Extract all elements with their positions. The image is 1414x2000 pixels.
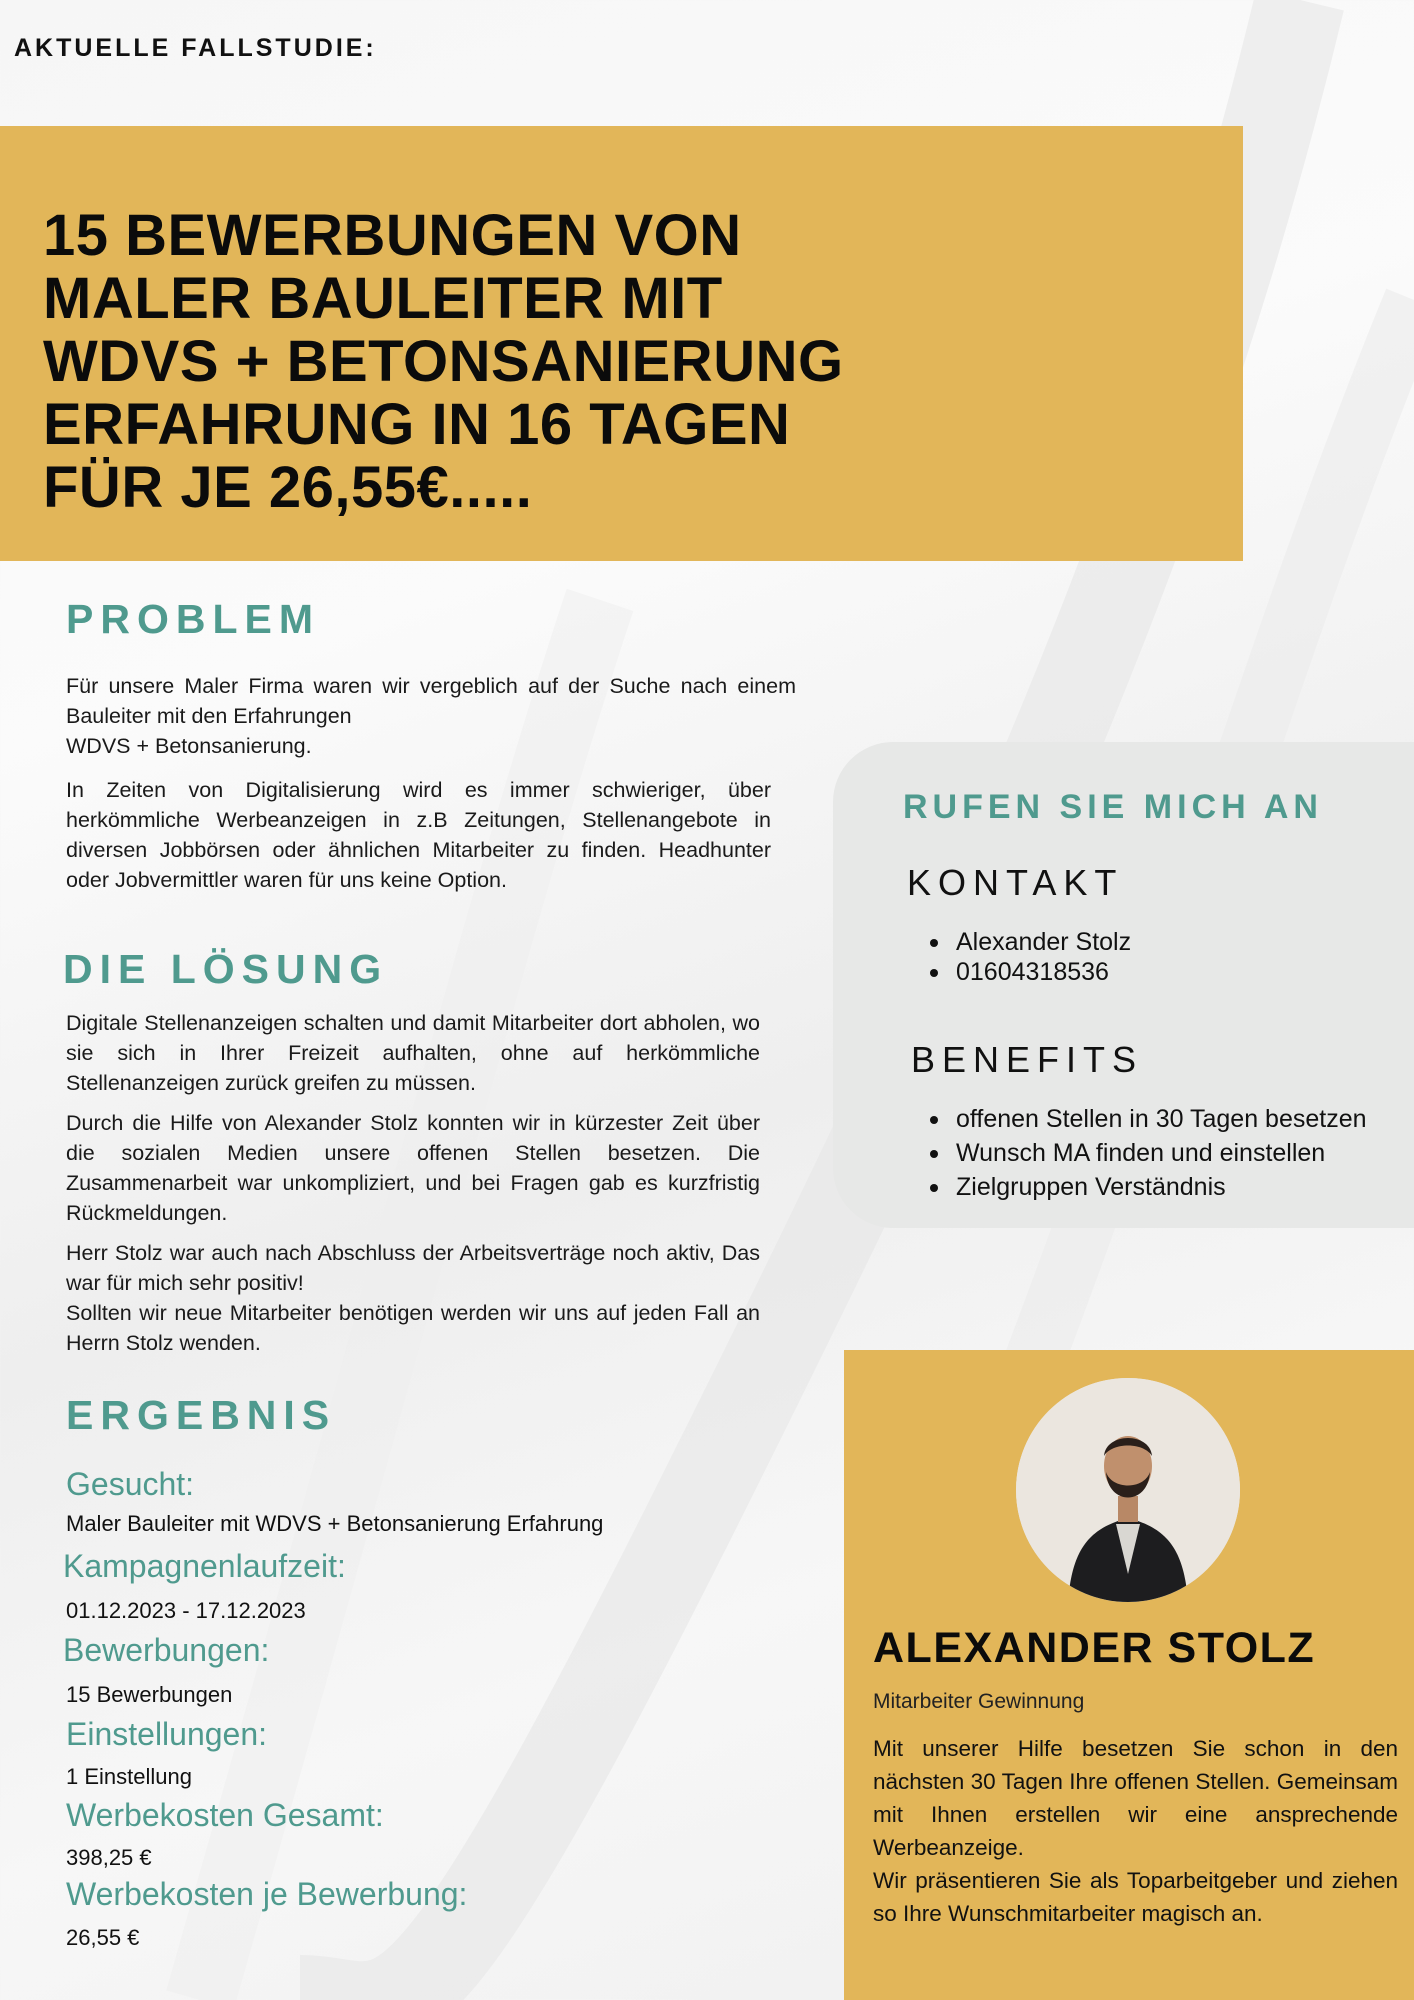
- ergebnis-value-werbekosten-je-bewerbung: 26,55 €: [66, 1925, 140, 1950]
- person-photo-icon: [1016, 1378, 1240, 1602]
- profile-description: Mit unserer Hilfe besetzen Sie schon in den nächsten 30 Tagen Ihre offenen Stellen. Gemeinsam mit Ihnen erstellen wir eine ansprechende Werbeanzeige. Wir präsentieren Sie als Toparbeitgeber und ziehen so Ihre Wunschmitarbeiter magisch an.: [873, 1736, 1398, 1926]
- loesung-heading: DIE LÖSUNG: [63, 946, 389, 992]
- ergebnis-heading: ERGEBNIS: [66, 1392, 337, 1438]
- profile-role: Mitarbeiter Gewinnung: [873, 1690, 1085, 1713]
- profile-card: [844, 1350, 1414, 2000]
- kontakt-phone[interactable]: 01604318536: [956, 957, 1131, 987]
- ergebnis-value-bewerbungen: 15 Bewerbungen: [66, 1682, 233, 1707]
- hero-title: 15 BEWERBUNGEN VON MALER BAULEITER MIT WDVS + BETONSANIERUNG ERFAHRUNG IN 16 TAGEN FÜR JE 26,55€.....: [43, 203, 844, 520]
- kontakt-list: [926, 927, 1131, 987]
- ergebnis-value-laufzeit: 01.12.2023 - 17.12.2023: [66, 1598, 306, 1623]
- ergebnis-label-einstellungen: Einstellungen:: [66, 1716, 268, 1752]
- problem-heading: PROBLEM: [66, 596, 320, 642]
- ergebnis-label-werbekosten-je-bewerbung: Werbekosten je Bewerbung:: [66, 1876, 468, 1912]
- benefits-heading: BENEFITS: [911, 1039, 1144, 1080]
- loesung-paragraph-1: Digitale Stellenanzeigen schalten und damit Mitarbeiter dort abholen, wo sie sich in Ihrer Freizeit aufhalten, ohne auf herkömmliche Stellenanzeigen zurück greifen zu müssen.: [66, 1011, 760, 1095]
- contact-card: [833, 742, 1414, 1228]
- kontakt-heading: KONTAKT: [907, 862, 1124, 903]
- case-study-eyebrow: AKTUELLE FALLSTUDIE:: [14, 34, 377, 62]
- ergebnis-value-gesucht: Maler Bauleiter mit WDVS + Betonsanierung Erfahrung: [66, 1511, 604, 1536]
- ergebnis-label-werbekosten-gesamt: Werbekosten Gesamt:: [66, 1797, 384, 1833]
- loesung-paragraph-2: Durch die Hilfe von Alexander Stolz konnten wir in kürzester Zeit über die sozialen Medien unsere offenen Stellen besetzen. Die Zusammenarbeit war unkompliziert, und bei Fragen gab es kurzfristig Rückmeldungen.: [66, 1111, 760, 1225]
- benefit-item: offenen Stellen in 30 Tagen besetzen: [956, 1105, 1367, 1133]
- call-me-heading: RUFEN SIE MICH AN: [903, 788, 1323, 826]
- benefits-list: [926, 1104, 1367, 1202]
- benefit-item: Wunsch MA finden und einstellen: [956, 1138, 1367, 1168]
- ergebnis-label-gesucht: Gesucht:: [66, 1466, 195, 1502]
- profile-name: ALEXANDER STOLZ: [873, 1624, 1316, 1672]
- kontakt-name: Alexander Stolz: [956, 928, 1132, 956]
- problem-paragraph-1: Für unsere Maler Firma waren wir vergeblich auf der Suche nach einem Bauleiter mit den Erfahrungen WDVS + Betonsanierung.: [66, 674, 796, 758]
- ergebnis-value-werbekosten-gesamt: 398,25 €: [66, 1845, 152, 1870]
- ergebnis-label-laufzeit: Kampagnenlaufzeit:: [63, 1548, 346, 1584]
- benefit-item: Zielgruppen Verständnis: [956, 1172, 1367, 1202]
- problem-paragraph-2: In Zeiten von Digitalisierung wird es immer schwieriger, über herkömmliche Werbeanzeigen in z.B Zeitungen, Stellenangebote in diversen Jobbörsen oder ähnlichen Mitarbeiter zu finden. Headhunter oder Jobvermittler waren für uns keine Option.: [66, 778, 771, 892]
- ergebnis-value-einstellungen: 1 Einstellung: [66, 1764, 192, 1789]
- hero-banner: [0, 126, 1243, 561]
- loesung-paragraph-3: Herr Stolz war auch nach Abschluss der Arbeitsverträge noch aktiv, Das war für mich sehr positiv! Sollten wir neue Mitarbeiter benötigen werden wir uns auf jeden Fall an Herrn Stolz wenden.: [66, 1241, 760, 1355]
- ergebnis-label-bewerbungen: Bewerbungen:: [63, 1632, 270, 1668]
